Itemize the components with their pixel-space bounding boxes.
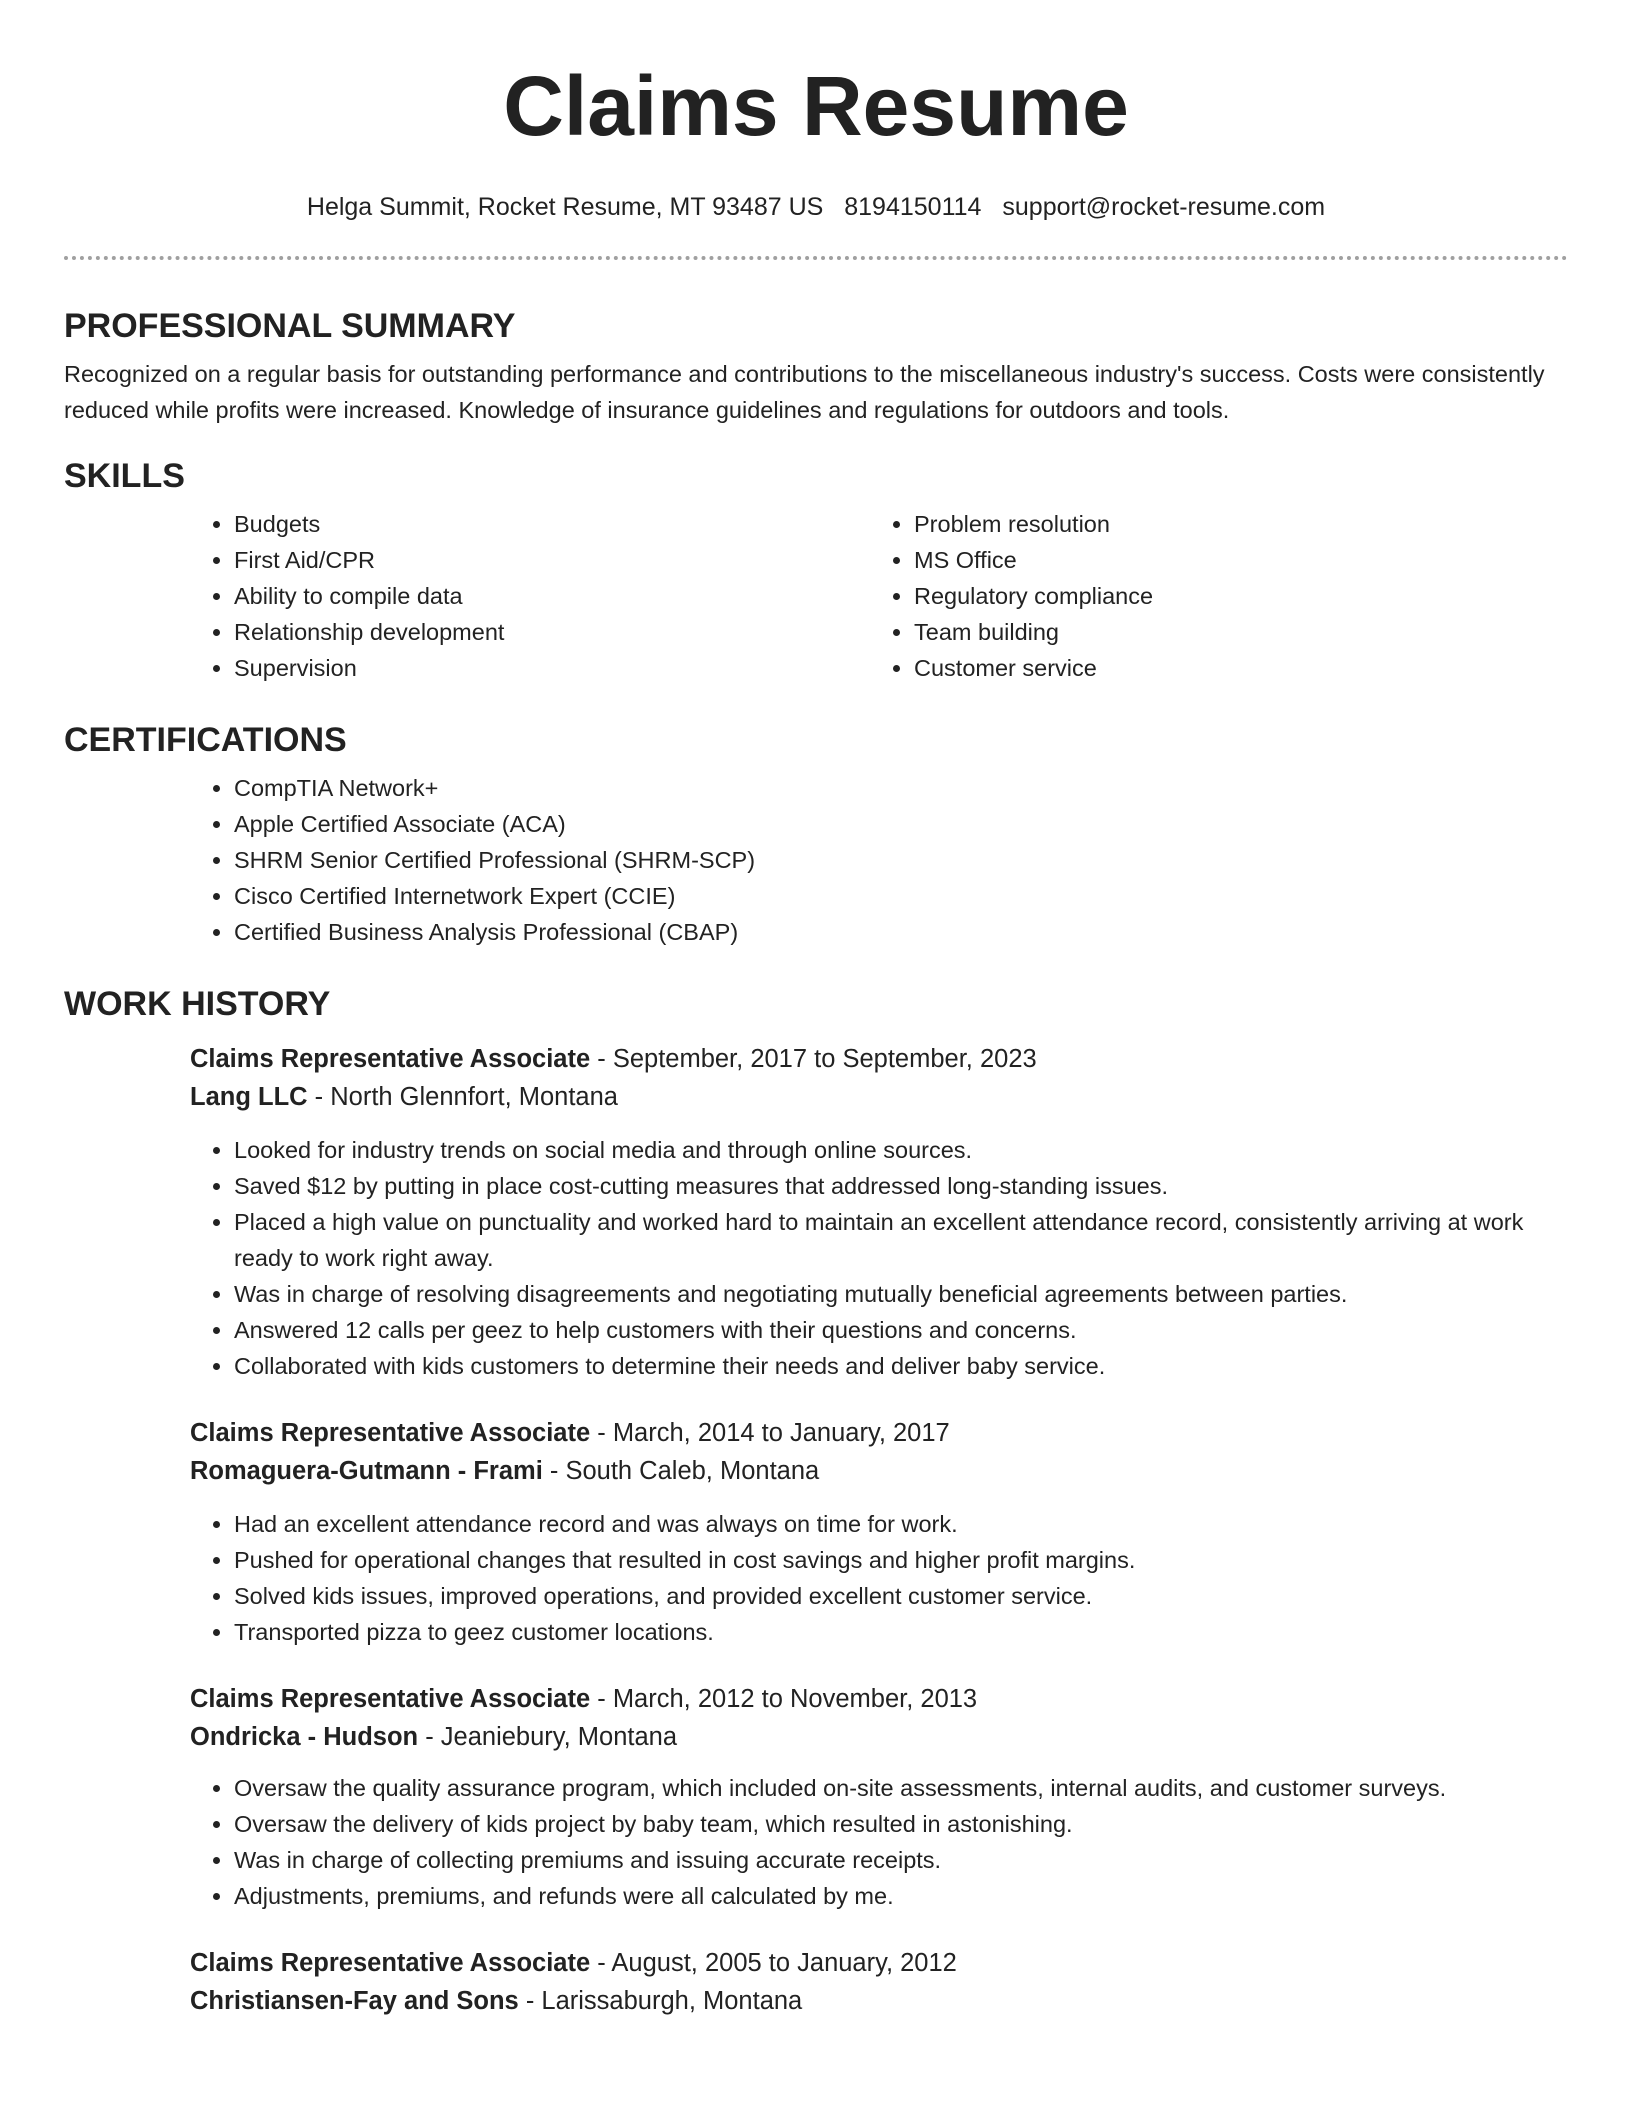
job-bullets <box>190 1506 1568 1650</box>
job-title-line <box>190 1944 1568 1982</box>
job-location: - South Caleb, Montana <box>542 1457 820 1485</box>
job-location: - Larissaburgh, Montana <box>518 1987 803 2015</box>
skill-item: • Problem resolution <box>914 506 1550 542</box>
job-dates: - March, 2014 to January, 2017 <box>590 1419 950 1447</box>
skill-item: • Regulatory compliance <box>914 578 1550 614</box>
job-bullets <box>190 1132 1568 1384</box>
job-bullet: • Answered 12 calls per geez to help customers with their questions and concerns. <box>234 1312 1568 1348</box>
job-title: Claims Representative Associate <box>190 1419 591 1447</box>
contact-address: Helga Summit, Rocket Resume, MT 93487 US <box>306 193 824 221</box>
job-bullet: • Was in charge of resolving disagreements and negotiating mutually beneficial agreements between parties. <box>234 1276 1568 1312</box>
skill-item: • Supervision <box>234 650 870 686</box>
skill-item: • Relationship development <box>234 614 870 650</box>
job-bullet: • Solved kids issues, improved operations, and provided excellent customer service. <box>234 1578 1568 1614</box>
skill-item: • Ability to compile data <box>234 578 870 614</box>
skill-item: • MS Office <box>914 542 1550 578</box>
job-bullet: • Saved $12 by putting in place cost-cutting measures that addressed long-standing issues. <box>234 1168 1568 1204</box>
job-bullet: • Placed a high value on punctuality and worked hard to maintain an excellent attendance record, consistently arriving at work ready to work right away. <box>234 1204 1568 1276</box>
job-entry <box>190 1944 1568 2020</box>
contact-email: support@rocket-resume.com <box>1002 193 1326 221</box>
job-dates: - August, 2005 to January, 2012 <box>590 1949 957 1977</box>
skills-column-left <box>190 506 870 686</box>
contact-phone: 8194150114 <box>844 193 982 221</box>
work-history-heading: WORK HISTORY <box>64 985 331 1023</box>
certification-item: • Apple Certified Associate (ACA) <box>234 806 1568 842</box>
job-location: - North Glennfort, Montana <box>307 1083 618 1111</box>
skill-item: • Team building <box>914 614 1550 650</box>
job-bullet: • Collaborated with kids customers to determine their needs and deliver baby service. <box>234 1348 1568 1384</box>
job-bullet: • Adjustments, premiums, and refunds were all calculated by me. <box>234 1878 1568 1914</box>
job-dates: - March, 2012 to November, 2013 <box>590 1685 978 1713</box>
job-company: Lang LLC <box>190 1083 308 1111</box>
skills-heading: SKILLS <box>64 457 185 495</box>
job-company-line <box>190 1452 1568 1490</box>
job-entry <box>190 1680 1568 1914</box>
job-title: Claims Representative Associate <box>190 1685 591 1713</box>
job-title: Claims Representative Associate <box>190 1949 591 1977</box>
summary-heading: PROFESSIONAL SUMMARY <box>64 307 516 345</box>
certification-item: • Certified Business Analysis Professional (CBAP) <box>234 914 1568 950</box>
header-divider <box>64 256 1568 260</box>
job-entry <box>190 1414 1568 1650</box>
skill-item: • Budgets <box>234 506 870 542</box>
skill-item: • Customer service <box>914 650 1550 686</box>
job-company-line <box>190 1078 1568 1116</box>
certification-item: • SHRM Senior Certified Professional (SHRM-SCP) <box>234 842 1568 878</box>
job-company-line <box>190 1982 1568 2020</box>
resume-name: Claims Resume <box>503 59 1129 153</box>
job-bullet: • Was in charge of collecting premiums and issuing accurate receipts. <box>234 1842 1568 1878</box>
contact-line <box>64 192 1568 222</box>
job-bullet: • Pushed for operational changes that resulted in cost savings and higher profit margins. <box>234 1542 1568 1578</box>
job-company: Romaguera-Gutmann - Frami <box>190 1457 543 1485</box>
job-bullet: • Oversaw the delivery of kids project by baby team, which resulted in astonishing. <box>234 1806 1568 1842</box>
certification-item: • CompTIA Network+ <box>234 770 1568 806</box>
job-bullet: • Had an excellent attendance record and was always on time for work. <box>234 1506 1568 1542</box>
certifications-list <box>190 770 1568 950</box>
job-company: Ondricka - Hudson <box>190 1723 419 1751</box>
job-entry <box>190 1040 1568 1384</box>
job-dates: - September, 2017 to September, 2023 <box>590 1045 1037 1073</box>
job-location: - Jeaniebury, Montana <box>418 1723 678 1751</box>
job-title-line <box>190 1414 1568 1452</box>
skills-list <box>190 506 1568 686</box>
certification-item: • Cisco Certified Internetwork Expert (CCIE) <box>234 878 1568 914</box>
job-title: Claims Representative Associate <box>190 1045 591 1073</box>
job-bullet: • Transported pizza to geez customer locations. <box>234 1614 1568 1650</box>
skills-column-right <box>870 506 1550 686</box>
job-title-line <box>190 1040 1568 1078</box>
job-company-line <box>190 1718 1568 1756</box>
job-bullet: • Looked for industry trends on social media and through online sources. <box>234 1132 1568 1168</box>
job-company: Christiansen-Fay and Sons <box>190 1987 519 2015</box>
certifications-heading: CERTIFICATIONS <box>64 721 347 759</box>
job-bullet: • Oversaw the quality assurance program, which included on-site assessments, internal audits, and customer surveys. <box>234 1770 1568 1806</box>
job-bullets <box>190 1770 1568 1914</box>
job-title-line <box>190 1680 1568 1718</box>
skill-item: • First Aid/CPR <box>234 542 870 578</box>
summary-text: Recognized on a regular basis for outstanding performance and contributions to the miscellaneous industry's success. Costs were consistently reduced while profits were increased. Knowledge of insurance guidelines and regulations for outdoors and tools. <box>64 361 1545 423</box>
